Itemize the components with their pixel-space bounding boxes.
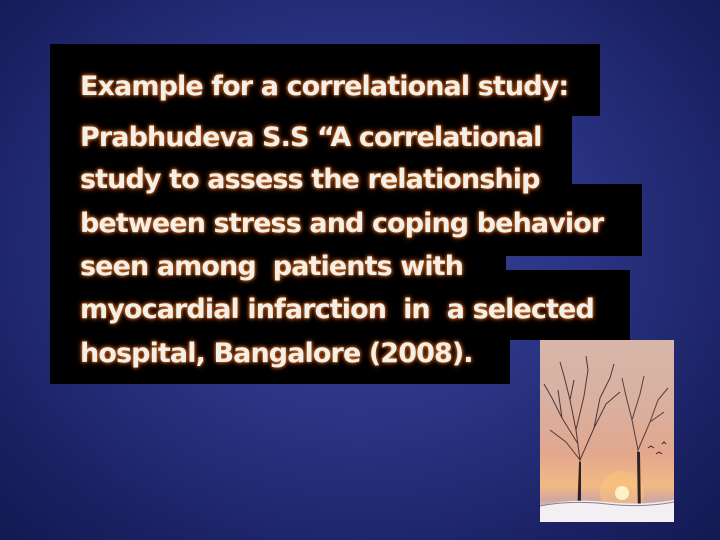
- body-line-5: myocardial infarction in a selected: [80, 294, 594, 325]
- sun: [615, 486, 629, 500]
- body-line-4: seen among patients with: [80, 251, 464, 282]
- birds: [648, 442, 666, 454]
- body-line-6: hospital, Bangalore (2008).: [80, 338, 473, 369]
- body-line-3: between stress and coping behavior: [80, 208, 604, 239]
- body-line-1: Prabhudeva S.S “A correlational: [80, 122, 542, 153]
- sunset-tree-photo: [540, 340, 674, 522]
- body-line-2: study to assess the relationship: [80, 164, 540, 195]
- slide-title: Example for a correlational study:: [80, 71, 569, 102]
